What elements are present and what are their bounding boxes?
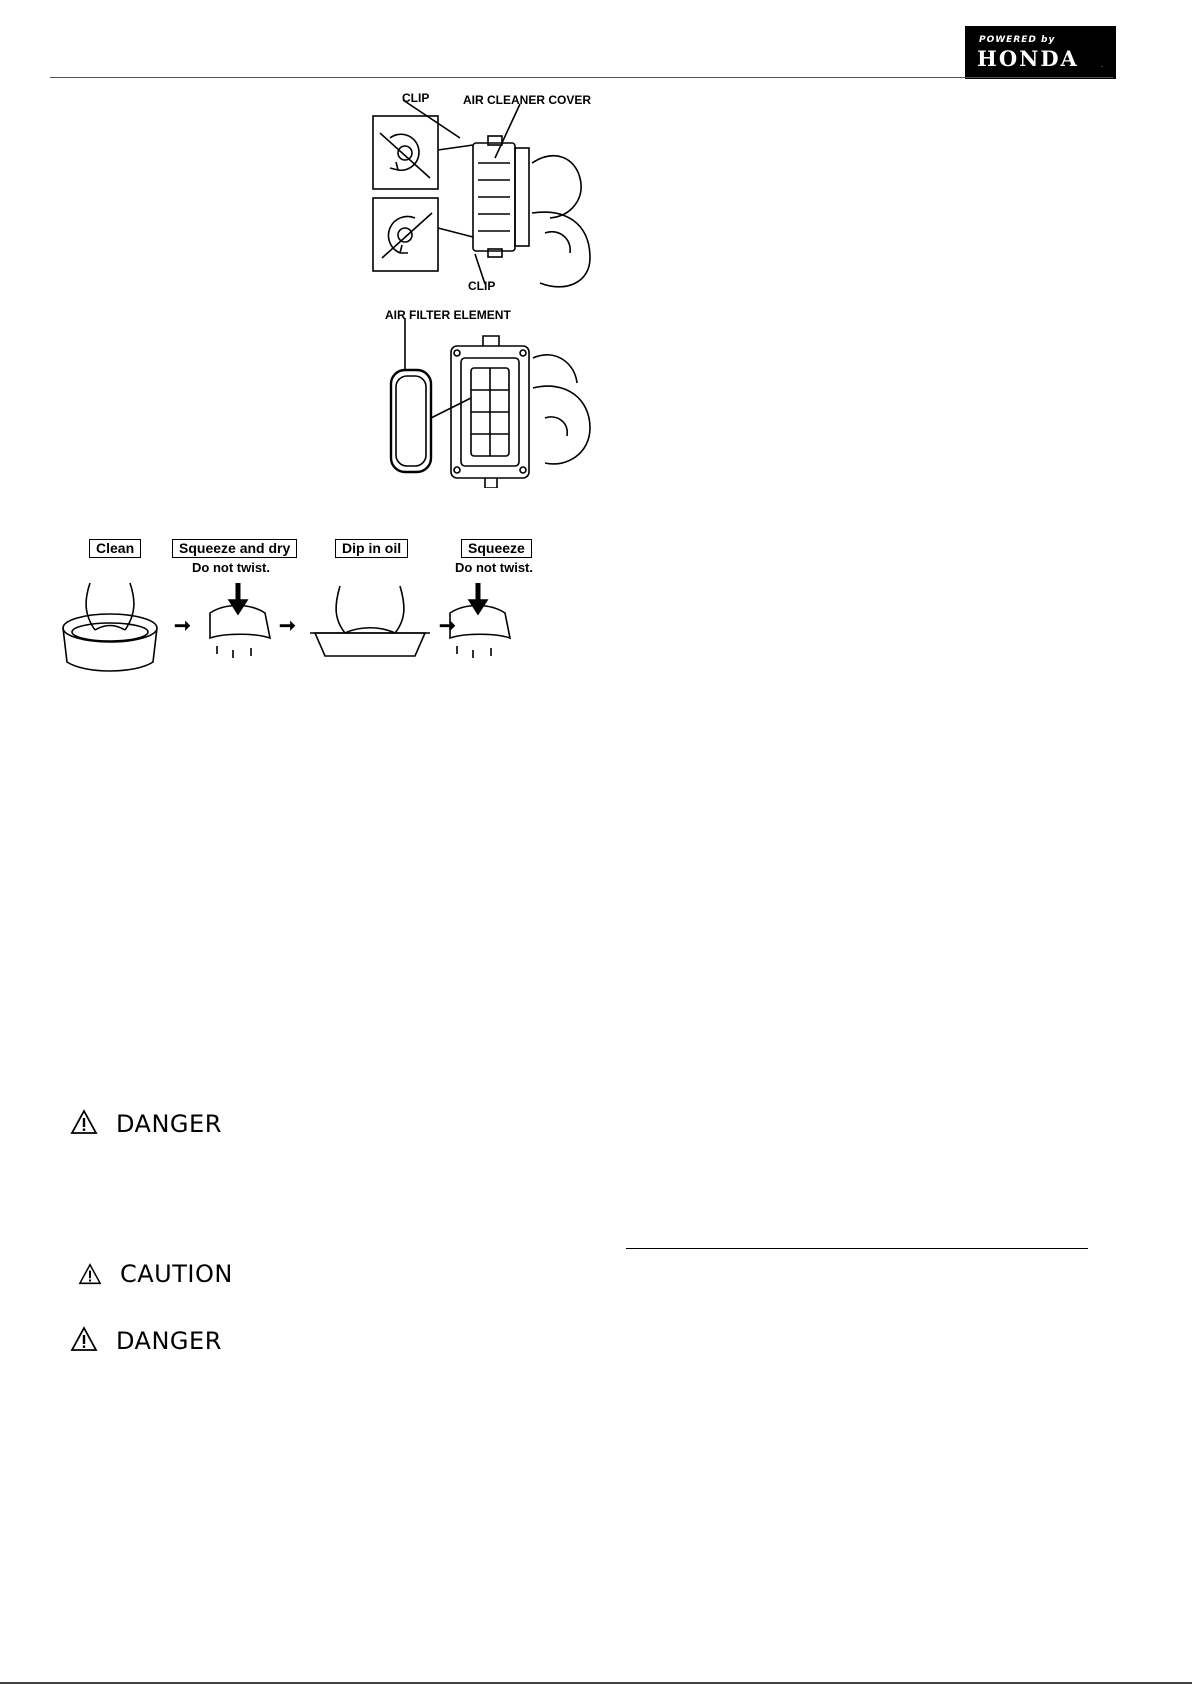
danger-label: DANGER xyxy=(116,1110,222,1138)
cleaning-steps-illustration xyxy=(55,578,565,678)
step-clean-label: Clean xyxy=(89,539,141,558)
wash-bowl-icon xyxy=(63,583,157,671)
clip-top-label: CLIP xyxy=(402,91,430,105)
step-squeeze-label: Squeeze xyxy=(461,539,532,558)
logo-dot: . xyxy=(1101,62,1103,69)
caution-label: CAUTION xyxy=(120,1260,233,1288)
squeeze-icon xyxy=(450,583,510,658)
warning-triangle-icon xyxy=(70,1326,98,1352)
danger-warning-1 xyxy=(70,1109,222,1138)
step-arrow-2: ➞ xyxy=(279,615,296,637)
logo-honda: HONDA xyxy=(977,46,1079,71)
air-cleaner-cover-label: AIR CLEANER COVER xyxy=(463,93,592,107)
right-column-divider xyxy=(626,1248,1088,1249)
step-arrow-1: ➞ xyxy=(174,615,191,637)
clip-rotate-icon xyxy=(382,213,432,258)
warning-triangle-icon xyxy=(78,1263,102,1285)
air-cleaner-cover-illustration xyxy=(360,88,595,293)
step-squeeze-dry-note: Do not twist. xyxy=(192,560,270,575)
step-squeeze-dry-label: Squeeze and dry xyxy=(172,539,297,558)
clip-bottom-label: CLIP xyxy=(468,279,496,293)
page-bottom-rule xyxy=(0,1682,1192,1684)
step-dip-oil-label: Dip in oil xyxy=(335,539,408,558)
air-filter-element-label: AIR FILTER ELEMENT xyxy=(385,308,511,322)
caution-warning xyxy=(78,1260,233,1288)
squeeze-icon xyxy=(210,583,270,658)
danger-warning-2 xyxy=(70,1326,222,1355)
danger-label: DANGER xyxy=(116,1327,222,1355)
air-filter-element-illustration xyxy=(385,318,595,488)
clip-rotate-icon xyxy=(380,133,430,178)
step-squeeze-note: Do not twist. xyxy=(455,560,533,575)
logo-powered-by: POWERED by xyxy=(979,35,1056,45)
warning-triangle-icon xyxy=(70,1109,98,1135)
header-divider xyxy=(50,77,1113,78)
step-arrow-3: ➞ xyxy=(439,615,456,637)
honda-logo xyxy=(965,26,1116,79)
oil-tray-icon xyxy=(310,586,430,656)
